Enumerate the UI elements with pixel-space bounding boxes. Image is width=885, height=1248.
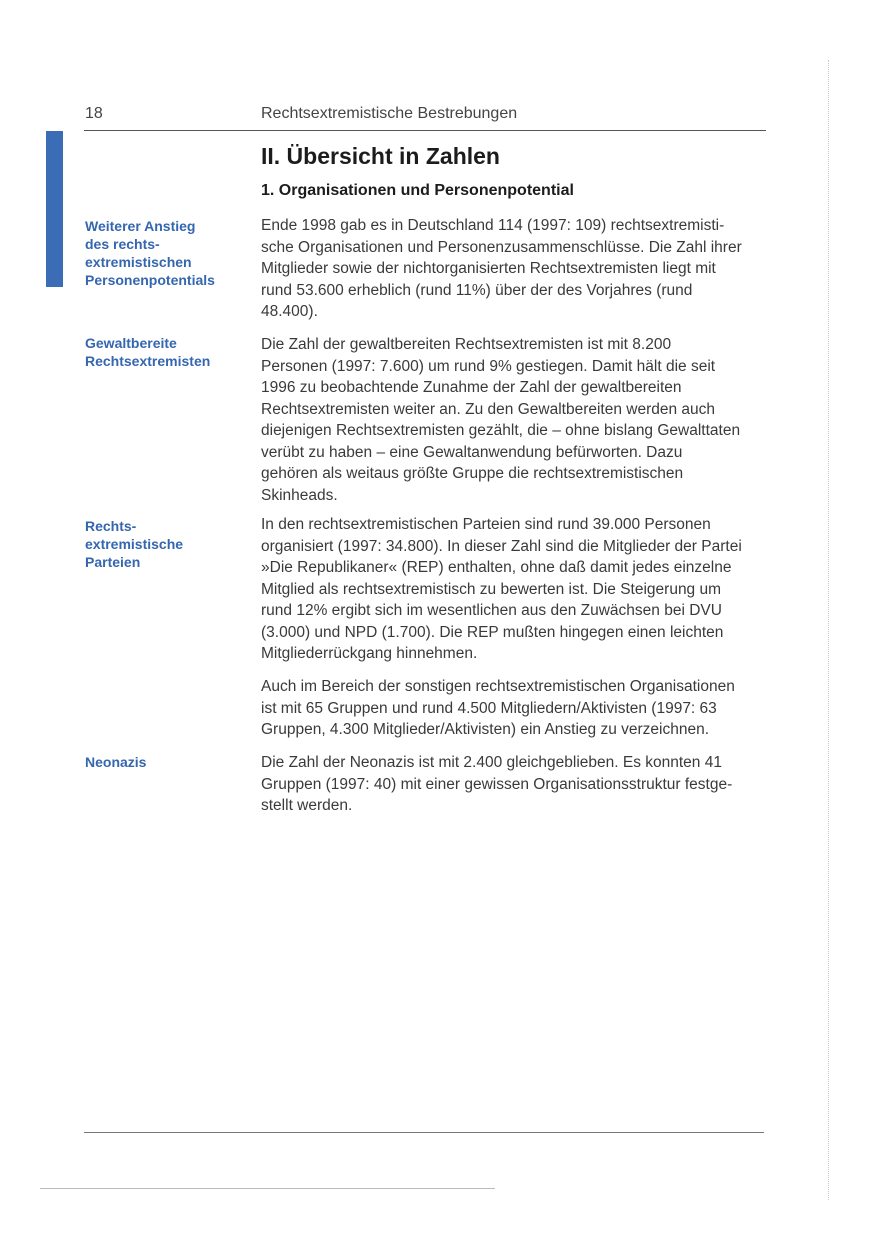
footer-rule <box>84 1132 764 1133</box>
paragraph-parteien: In den rechtsextremistischen Parteien sind rund 39.000 Personen organisiert (1997: 34.800). In dieser Zahl sind die Mitglieder der Partei »Die Republikaner« (REP) enthalten, ohne daß damit jedes einzelne Mitglied als rechtsextremistisch zu bewerten ist. Die Steigerung um rund 12% ergibt sich im wesentlichen aus den Zuwächsen bei DVU (3.000) und NPD (1.700). Die REP mußten hingegen einen leichten Mitgliederrückgang hinnehmen. <box>261 516 742 662</box>
subsection-title: 1. Organisationen und Personenpotential <box>261 182 574 199</box>
margin-note-parteien: Rechts- extremistische Parteien <box>85 518 184 570</box>
paragraph-gewaltbereite: Die Zahl der gewaltbereiten Rechtsextremisten ist mit 8.200 Personen (1997: 7.600) um rund 9% gestiegen. Damit hält die seit 1996 zu beobachtende Zunahme der Zahl der gewaltbereiten Rechtsextremisten weiter an. Zu den Gewaltbereiten werden auch diejenigen Rechtsextremisten gezählt, die – ohne bislang Gewalttaten verübt zu haben – eine Gewaltanwendung befürworten. Dazu gehören als weitaus größte Gruppe die rechtsextremistischen Skinheads. <box>261 336 741 504</box>
page-number: 18 <box>85 105 103 122</box>
margin-note-gewaltbereite: Gewaltbereite Rechtsextremisten <box>85 335 211 369</box>
paragraph-organisationen: Ende 1998 gab es in Deutschland 114 (1997: 109) rechtsextremisti- sche Organisationen und Personenzusammenschlüsse. Die Zahl ihrer Mitglieder sowie der nichtorganisierten Rechtsextremisten liegt mit rund 53.600 erheblich (rund 11%) über der des Vorjahres (rund 48.400). <box>261 217 742 320</box>
chapter-marker-bar <box>46 131 63 287</box>
paragraph-neonazis: Die Zahl der Neonazis ist mit 2.400 gleichgeblieben. Es konnten 41 Gruppen (1997: 40) mit einer gewissen Organisationsstruktur festge- stellt werden. <box>261 754 733 814</box>
header-rule <box>84 130 766 131</box>
margin-note-neonazis: Neonazis <box>85 754 147 770</box>
scan-edge-line <box>40 1188 495 1189</box>
running-header-title: Rechtsextremistische Bestrebungen <box>261 105 518 122</box>
margin-note-anstieg: Weiterer Anstieg des rechts- extremistischen Personenpotentials <box>85 218 215 288</box>
section-title: II. Übersicht in Zahlen <box>261 143 500 169</box>
paragraph-sonstige: Auch im Bereich der sonstigen rechtsextremistischen Organisationen ist mit 65 Gruppen und rund 4.500 Mitgliedern/Aktivisten (1997: 63 Gruppen, 4.300 Mitglieder/Aktivisten) ein Anstieg zu verzeichnen. <box>261 678 735 738</box>
scan-edge-shadow <box>828 60 841 1200</box>
